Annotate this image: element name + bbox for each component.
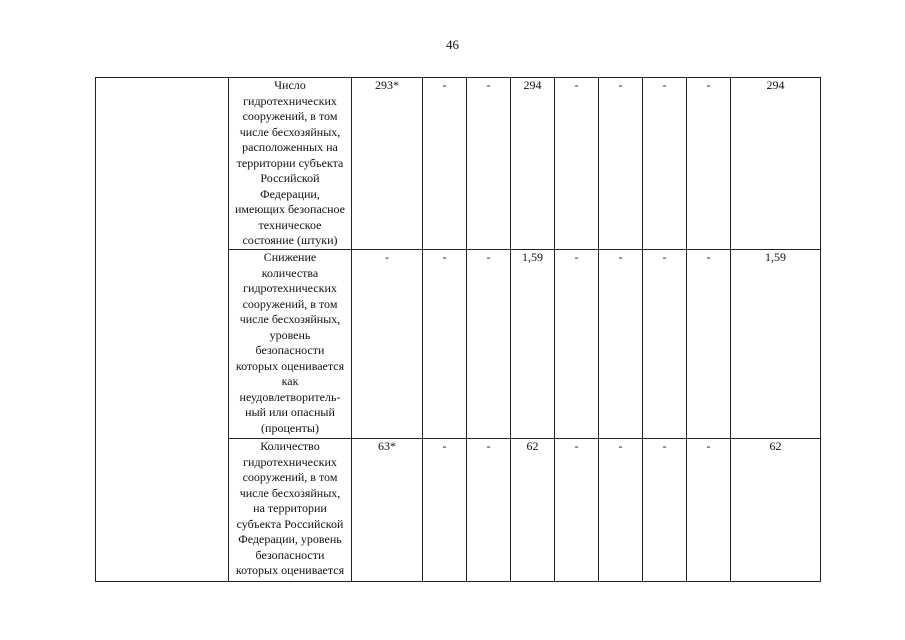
- row-label: Количество гидротехнических сооружений, в том числе бесхозяйных, на территории субъекта Российской Федерации, уровень безопасности которых оценивается: [229, 439, 352, 582]
- value-cell: -: [599, 439, 643, 582]
- value-cell: 293*: [352, 78, 423, 250]
- value-cell: -: [423, 250, 467, 439]
- value-cell: -: [423, 78, 467, 250]
- value-cell: -: [467, 78, 511, 250]
- page-number: 46: [446, 37, 459, 52]
- value-cell: -: [599, 250, 643, 439]
- value-cell: -: [643, 78, 687, 250]
- value-cell: 62: [731, 439, 821, 582]
- value-cell: -: [467, 250, 511, 439]
- value-cell: 63*: [352, 439, 423, 582]
- value-cell: -: [423, 439, 467, 582]
- table-row: [96, 78, 821, 250]
- value-cell: 1,59: [511, 250, 555, 439]
- value-cell: -: [599, 78, 643, 250]
- blank-column: [96, 78, 229, 582]
- value-cell: -: [352, 250, 423, 439]
- value-cell: -: [643, 439, 687, 582]
- value-cell: -: [467, 439, 511, 582]
- value-cell: -: [555, 250, 599, 439]
- row-label: Число гидротехнических сооружений, в том числе бесхозяйных, расположенных на территории субъекта Российской Федерации, имеющих безопасное техническое состояние (штуки): [229, 78, 352, 250]
- value-cell: -: [687, 250, 731, 439]
- value-cell: 294: [511, 78, 555, 250]
- value-cell: -: [555, 439, 599, 582]
- indicators-table: [95, 77, 821, 582]
- value-cell: -: [687, 78, 731, 250]
- value-cell: -: [687, 439, 731, 582]
- value-cell: 294: [731, 78, 821, 250]
- value-cell: 1,59: [731, 250, 821, 439]
- value-cell: 62: [511, 439, 555, 582]
- value-cell: -: [555, 78, 599, 250]
- value-cell: -: [643, 250, 687, 439]
- row-label: Снижение количества гидротехнических сооружений, в том числе бесхозяйных, уровень безопасности которых оценивается как неудовлетворитель- ный или опасный (проценты): [229, 250, 352, 439]
